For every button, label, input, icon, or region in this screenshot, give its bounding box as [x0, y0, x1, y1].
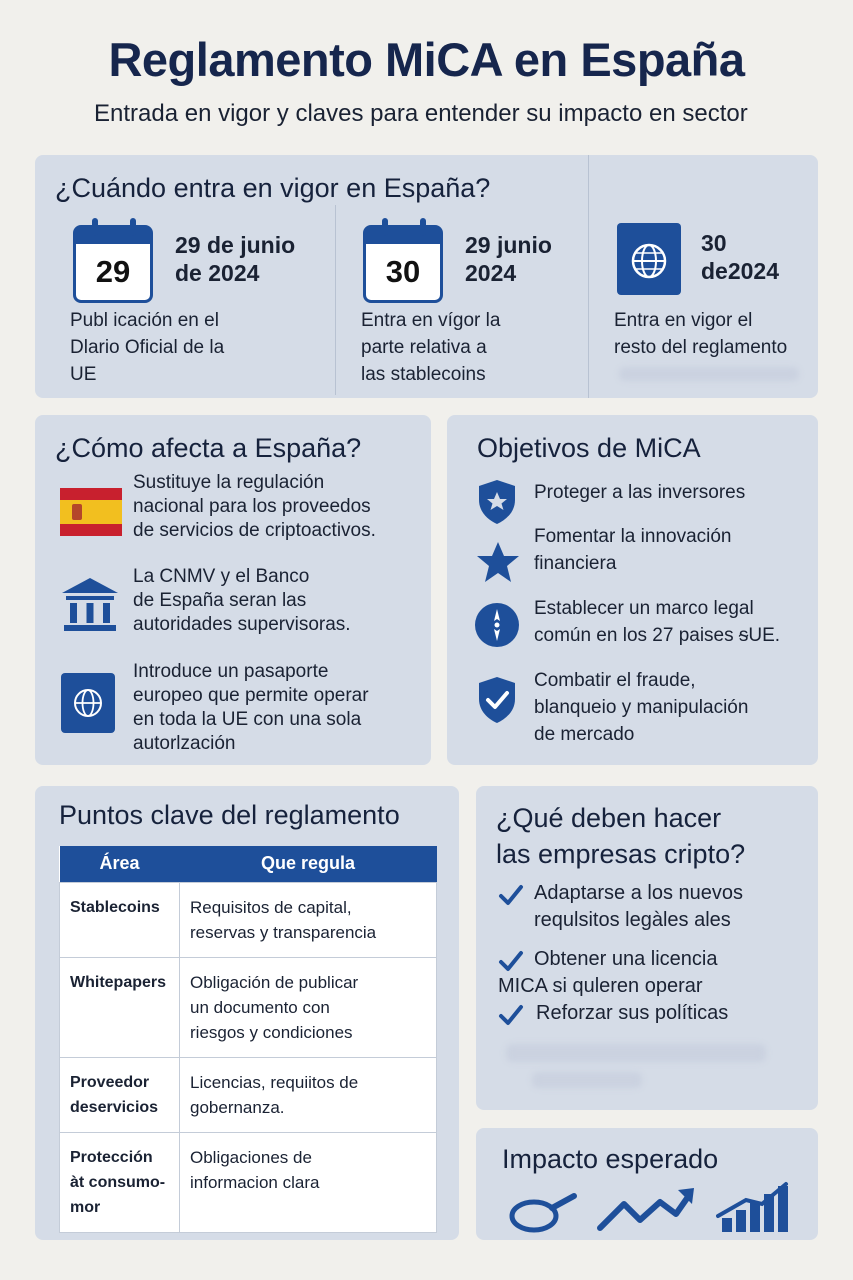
column-header: Área: [60, 846, 180, 882]
divider: [335, 205, 336, 395]
column-header: Que regula: [180, 846, 437, 882]
blurred-text: [619, 367, 799, 381]
todo-item-text: Obtener una licencia MICA si quleren operar: [498, 948, 718, 997]
affect-item-text: Introduce un pasaporte europeo que permite operar en toda la UE con una sola autorlzación: [133, 661, 369, 754]
date-description: Publ icación en el Dlario Oficial de la UE: [70, 310, 225, 385]
table-cell-area: Stablecoins: [60, 882, 180, 957]
affect-heading: ¿Cómo afecta a España?: [55, 433, 362, 463]
table-cell-area: Proveedor deservicios: [60, 1057, 180, 1132]
calendar-icon: [363, 225, 443, 303]
passport-globe-icon: [60, 672, 116, 734]
impact-card: [476, 1128, 818, 1240]
page-subtitle: Entrada en vigor y claves para entender su impacto en sector: [94, 100, 748, 127]
blurred-text: [532, 1072, 642, 1088]
divider: [588, 155, 589, 398]
date-label: 29 de junio de 2024: [175, 232, 296, 286]
calendar-number: 29: [95, 254, 131, 289]
table-cell-regula: Licencias, requiitos de gobernanza.: [180, 1057, 437, 1132]
checkmark-icon: [498, 1002, 524, 1028]
growth-bars-icon: [716, 1180, 794, 1234]
objective-text: Combatir el fraude, blanqueio y manipulación de mercado: [534, 670, 749, 745]
calendar-icon: [73, 225, 153, 303]
date-label: 30 de2024: [701, 230, 780, 284]
spain-flag-icon: [60, 488, 122, 536]
dates-card: [35, 155, 818, 398]
calendar-number: 30: [385, 254, 421, 289]
objectives-heading: Objetivos de MiCA: [477, 433, 701, 463]
objective-text: Fomentar la innovación financiera: [534, 526, 732, 574]
bank-building-icon: [60, 575, 120, 635]
shield-check-icon: [475, 675, 519, 725]
table-row: [60, 1132, 437, 1232]
impact-heading: Impacto esperado: [502, 1144, 719, 1174]
affect-item-text: La CNMV y el Banco de España seran las autoridades supervisoras.: [133, 566, 351, 635]
todo-item-text: Adaptarse a los nuevos requlsitos legàles ales: [534, 882, 744, 931]
table-row: [60, 957, 437, 1057]
dates-heading: ¿Cuándo entra en vigor en España?: [55, 173, 491, 203]
objectives-card: [447, 415, 818, 765]
companies-todo-card: [476, 786, 818, 1110]
objective-text: Proteger a las inversores: [534, 482, 746, 503]
table-cell-area: Whitepapers: [60, 957, 180, 1057]
star-icon: [475, 540, 521, 584]
page-title: Reglamento MiCA en España: [108, 33, 745, 86]
key-points-card: [35, 786, 459, 1240]
shield-star-icon: [475, 478, 519, 526]
affect-card: [35, 415, 431, 765]
trend-up-arrow-icon: [594, 1184, 698, 1234]
table-header-row: [60, 846, 437, 882]
table-row: [60, 882, 437, 957]
magnifier-icon: [508, 1190, 578, 1234]
table-cell-area: Protección àt consumo- mor: [60, 1132, 180, 1232]
compass-icon: [473, 601, 521, 649]
checkmark-icon: [498, 882, 524, 908]
key-points-table: [59, 846, 437, 1233]
table-cell-regula: Obligación de publicar un documento con riesgos y condiciones: [180, 957, 437, 1057]
todo-item-text: Reforzar sus políticas: [536, 1002, 729, 1024]
blurred-text: [506, 1044, 766, 1062]
key-points-heading: Puntos clave del reglamento: [59, 800, 400, 830]
table-row: [60, 1057, 437, 1132]
date-label: 29 junio 2024: [465, 232, 552, 286]
globe-passport-icon: [615, 221, 683, 297]
todo-heading: ¿Qué deben hacer las empresas cripto?: [496, 803, 746, 869]
date-description: Entra en vígor la parte relativa a las stablecoins: [361, 310, 501, 385]
date-description: Entra en vigor el resto del reglamento: [614, 310, 788, 358]
affect-item-text: Sustituye la regulación nacional para los proveedos de servicios de criptoactivos.: [133, 472, 376, 541]
objective-text: Establecer un marco legal común en los 27 paises ᵴUE.: [534, 598, 781, 646]
table-cell-regula: Obligaciones de informacion clara: [180, 1132, 437, 1232]
table-cell-regula: Requisitos de capital, reservas y transparencia: [180, 882, 437, 957]
